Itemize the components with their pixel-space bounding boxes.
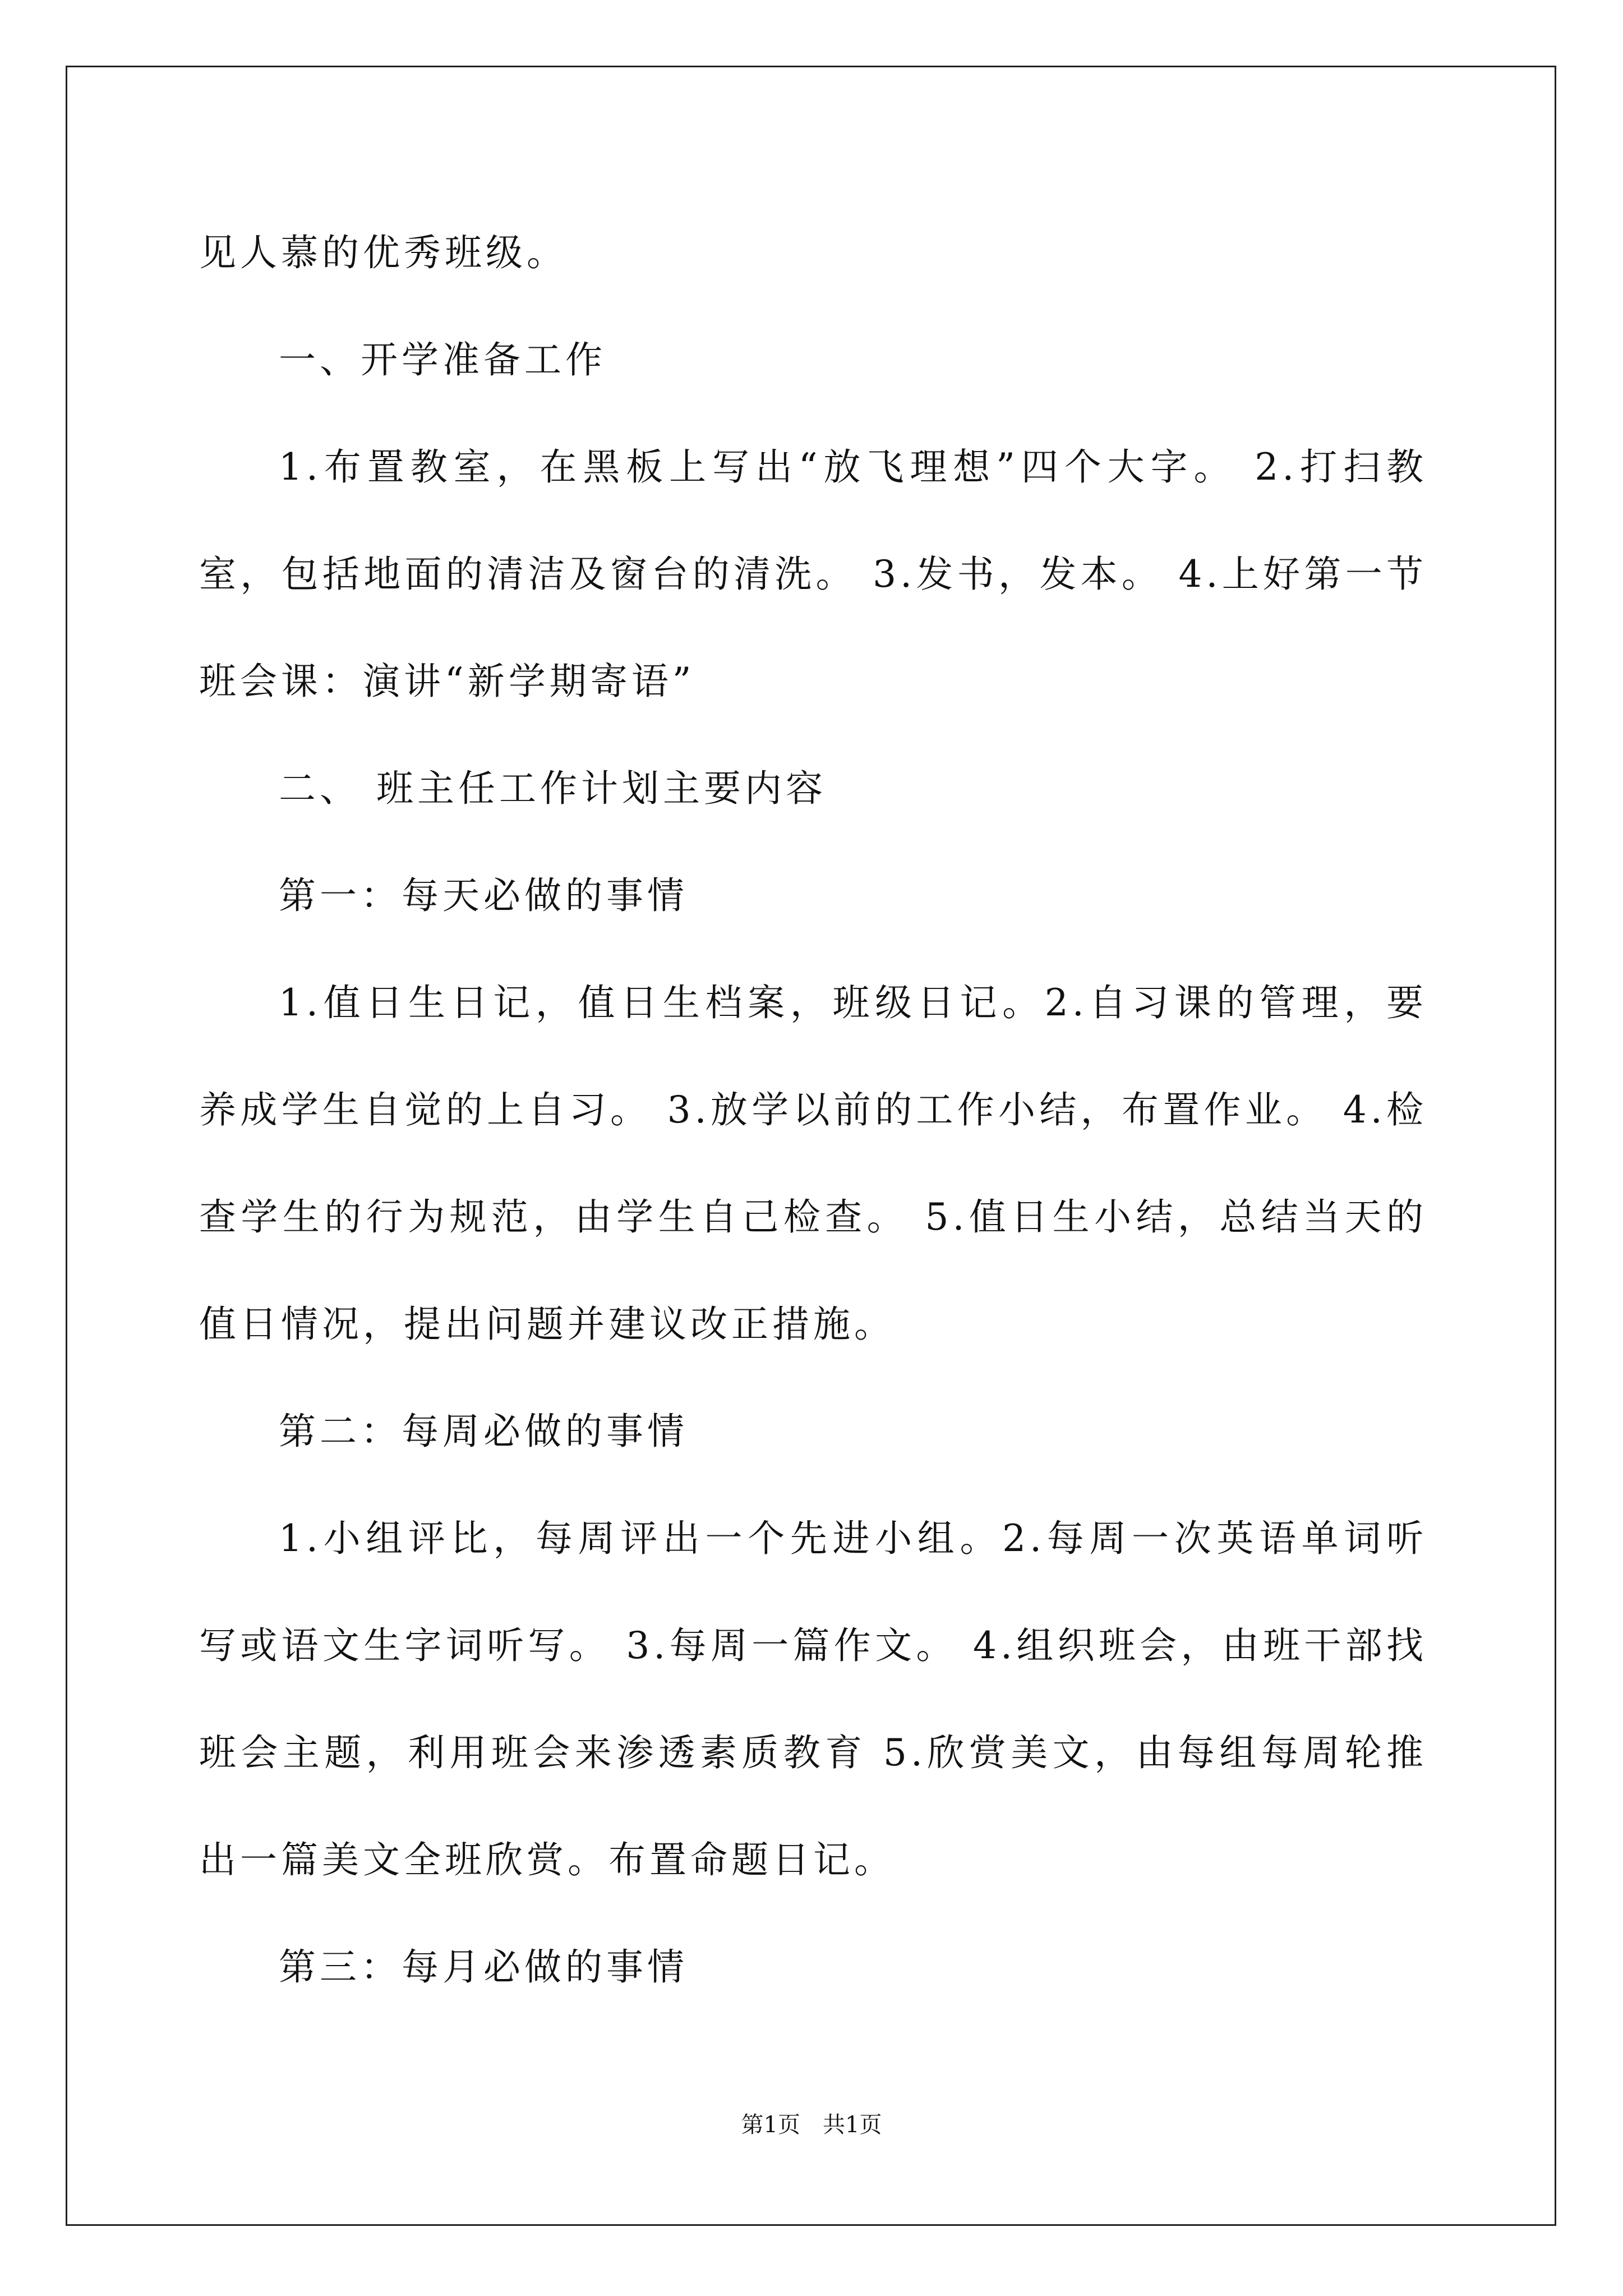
subsection-heading: 第一：每天必做的事情 [279,874,688,917]
subsection-heading: 第二：每周必做的事情 [279,1410,688,1453]
paragraph: 1.小组评比，每周评出一个先进小组。2.每周一次英语单词听写或语文生字词听写。 3.每周一篇作文。 4.组织班会，由班干部找班会主题，利用班会来渗透素质教育 5.欣赏美文，由每组每周轮推出一篇美文全班欣赏。布置命题日记。 [199,1517,1427,1881]
document-body [199,199,1427,2021]
subsection-heading: 第三：每月必做的事情 [279,1945,688,1989]
section-heading: 一、开学准备工作 [279,338,606,381]
section-heading: 二、 班主任工作计划主要内容 [279,767,827,810]
paragraph: 见人慕的优秀班级。 [199,231,568,274]
paragraph: 1.值日生日记，值日生档案，班级日记。2.自习课的管理，要养成学生自觉的上自习。 3.放学以前的工作小结，布置作业。 4.检查学生的行为规范，由学生自己检查。 5.值日生小结，总结当天的值日情况，提出问题并建议改正措施。 [199,981,1427,1346]
paragraph: 1.布置教室，在黑板上写出“放飞理想”四个大字。 2.打扫教室，包括地面的清洁及窗台的清洗。 3.发书，发本。 4.上好第一节班会课：演讲“新学期寄语” [199,445,1427,703]
page-footer: 第1页 共1页 [741,2112,882,2138]
